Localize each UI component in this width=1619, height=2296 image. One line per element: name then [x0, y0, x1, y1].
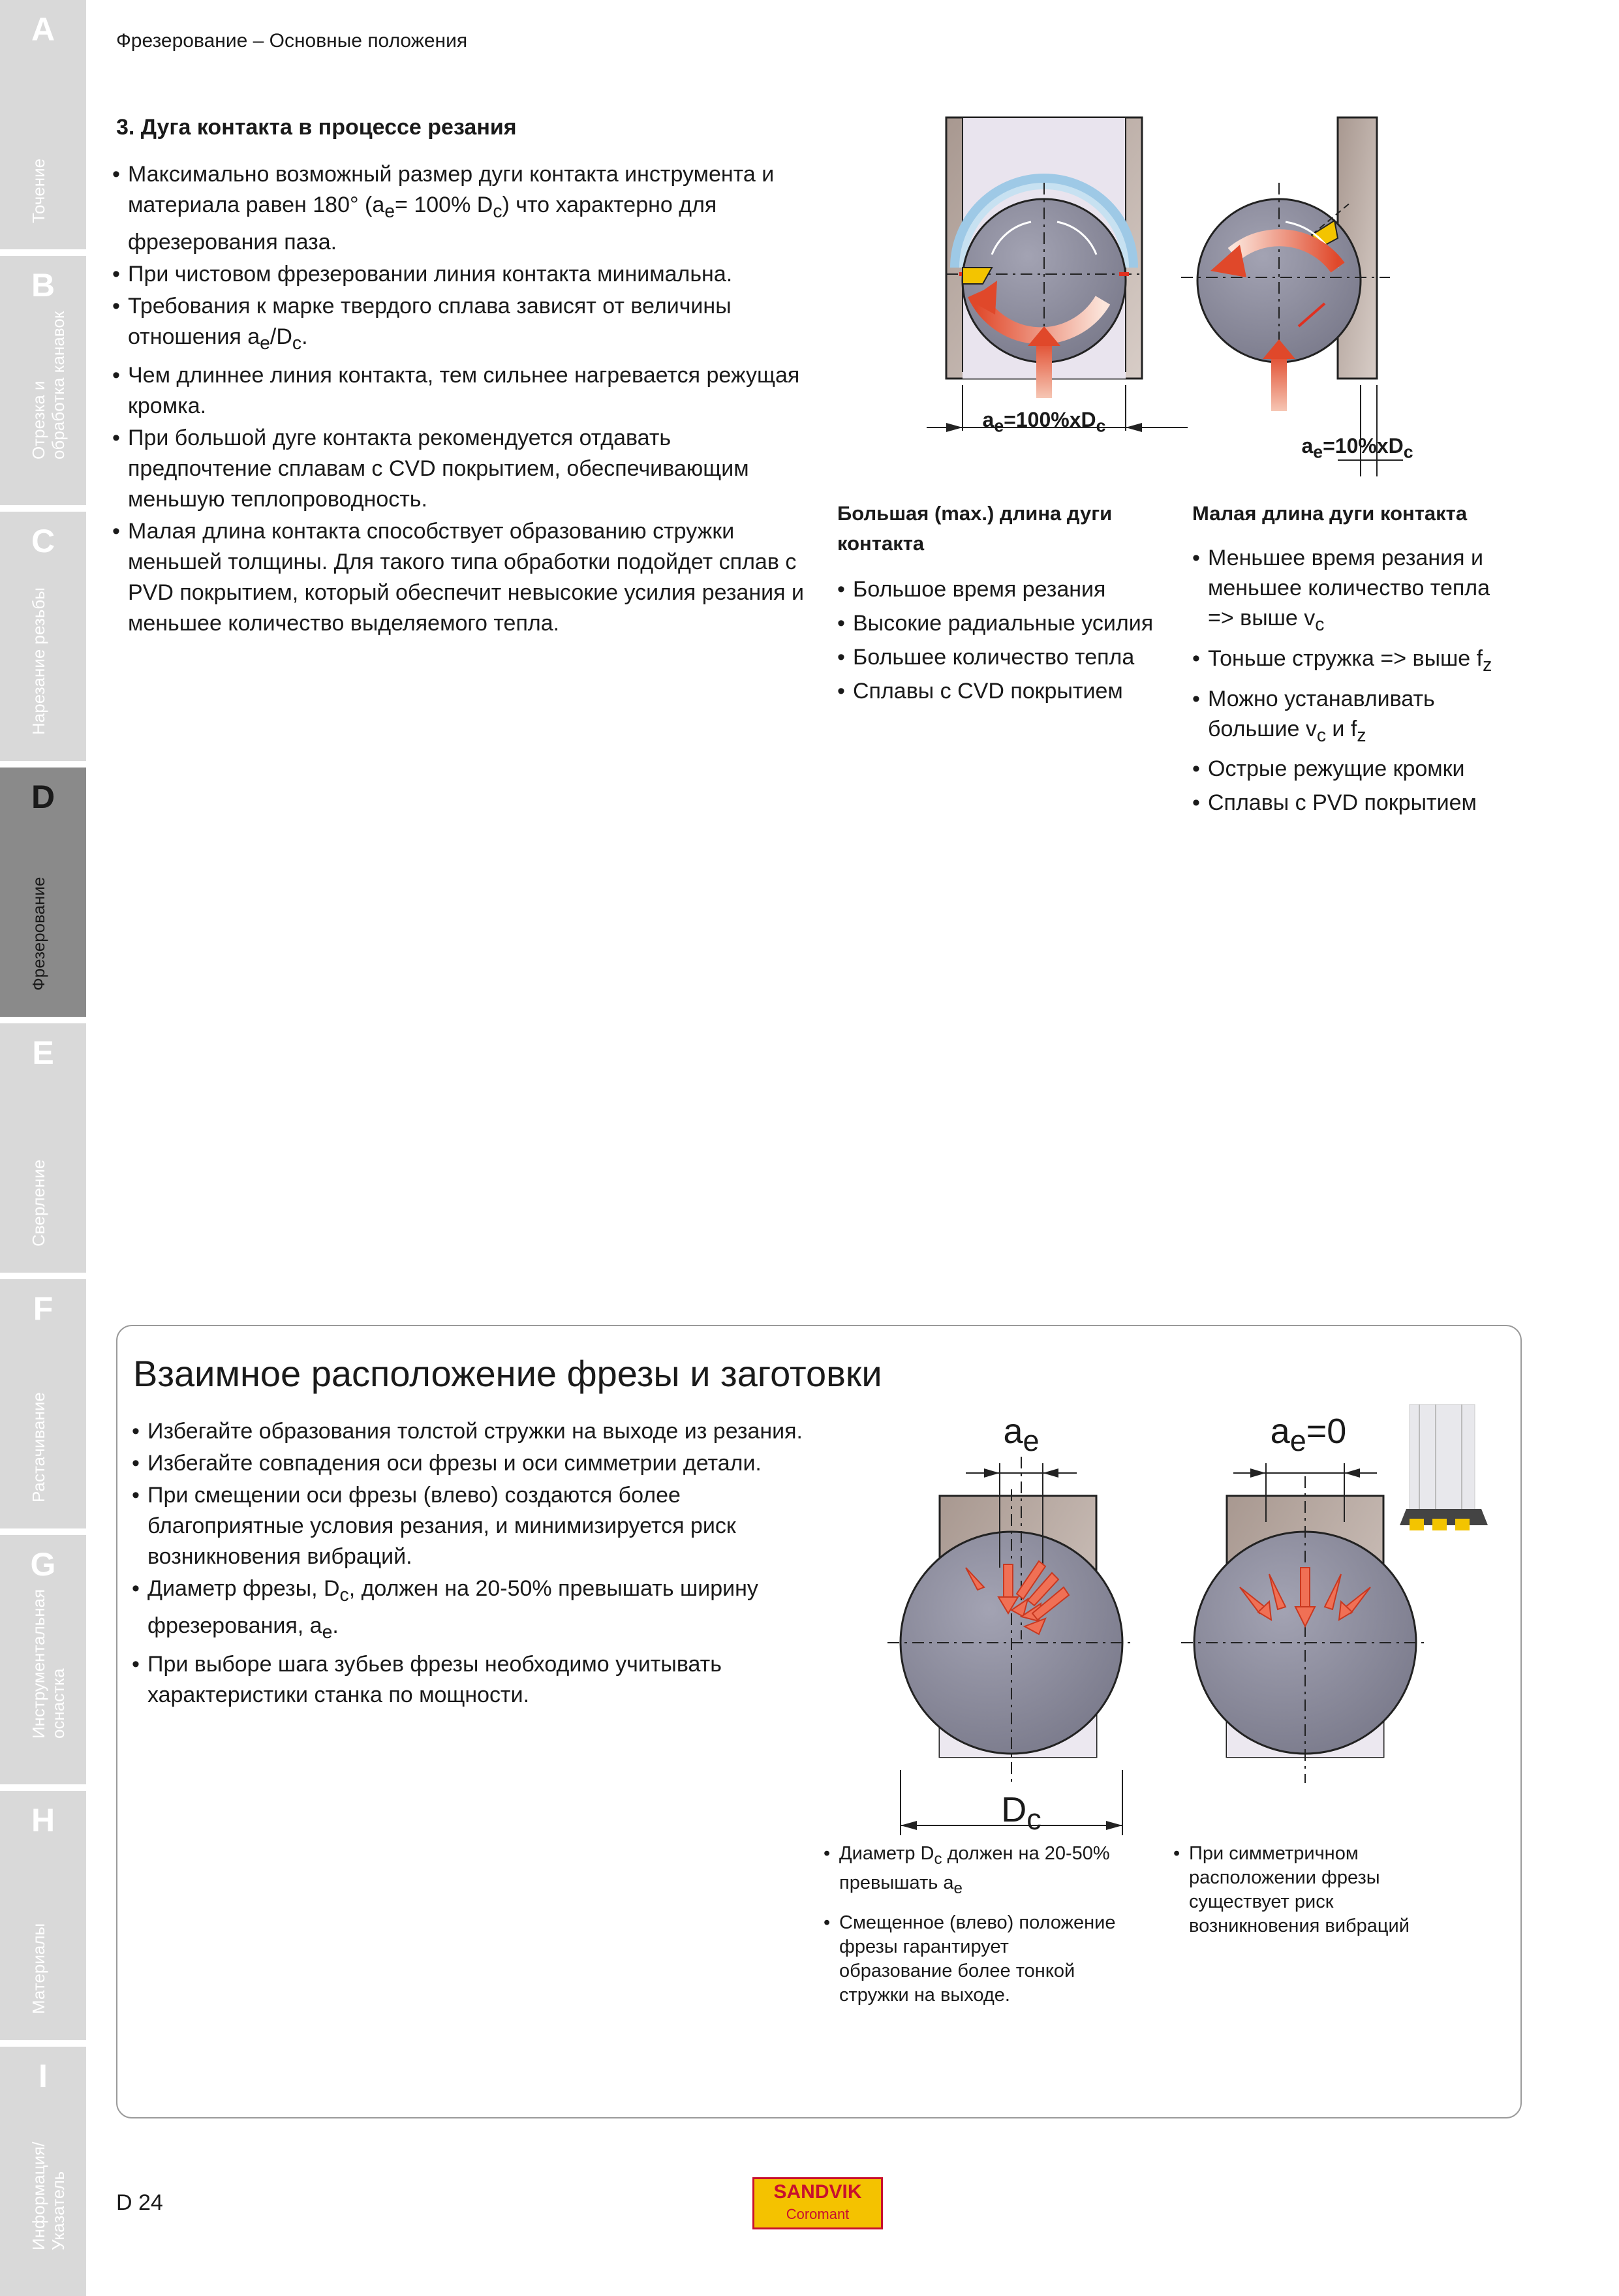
chapter-tab-e[interactable]: E Сверление	[0, 1023, 86, 1273]
list-item: • Избегайте образования толстой стружки на выходе из резания.	[132, 1416, 804, 1447]
slot-milling-diagram	[927, 117, 1188, 441]
list-item: • При чистовом фрезеровании линия контакта минимальна.	[112, 259, 804, 290]
col-right-list	[1192, 543, 1519, 822]
finishing-diagram	[1181, 117, 1455, 476]
chapter-tab-c[interactable]: C Нарезание резьбы	[0, 512, 86, 761]
label-dc: $D_c$	[1001, 1790, 1041, 1836]
symmetric-cutter-diagram	[1181, 1404, 1488, 1783]
list-item: • Большое время резания	[837, 574, 1164, 604]
running-header: Фрезерование – Основные положения	[116, 30, 468, 52]
list-item: • Можно устанавливать большие $v_c$ и $f_z$	[1192, 684, 1519, 751]
caption-left	[824, 1842, 1117, 2018]
list-item: • Максимально возможный размер дуги контакта инструмента и материала равен 180° ($a_e= 100\%$ $D_c$) что характерно для фрезерования паза.	[112, 159, 804, 258]
page-number: D 24	[116, 2190, 163, 2215]
chapter-tab-f[interactable]: F Растачивание	[0, 1279, 86, 1528]
list-item: • Большее количество тепла	[837, 642, 1164, 672]
section2-bullets	[132, 1416, 804, 1712]
sandvik-logo	[752, 2177, 883, 2229]
contact-arc-figure	[829, 104, 1520, 483]
logo-subtext: Coromant	[786, 2206, 850, 2222]
list-item: • Избегайте совпадения оси фрезы и оси симметрии детали.	[132, 1448, 804, 1479]
chapter-tab-d[interactable]: D Фрезерование	[0, 768, 86, 1017]
list-item: • Чем длиннее линия контакта, тем сильнее нагревается режущая кромка.	[112, 360, 804, 422]
caption-right	[1173, 1842, 1467, 1949]
list-item: • При большой дуге контакта рекомендуется отдавать предпочтение сплавам с CVD покрытием, обеспечивающим меньшую теплопроводность.	[112, 423, 804, 515]
list-item: • При симметричном расположении фрезы существует риск возникновения вибраций	[1173, 1842, 1467, 1938]
list-item: • Требования к марке твердого сплава зависят от величины отношения $a_e/D_c$.	[112, 291, 804, 359]
offset-cutter-diagram	[887, 1411, 1135, 1842]
list-item: • Диаметр $D_c$ должен на 20-50% превышать $a_e$	[824, 1842, 1117, 1900]
col-left-list	[837, 574, 1164, 710]
section-title-contact-arc: 3. Дуга контакта в процессе резания	[116, 115, 517, 140]
cutter-position-box	[116, 1325, 1522, 2118]
list-item: • Тоньше стружка => выше $f_z$	[1192, 644, 1519, 680]
chapter-sidebar	[0, 0, 86, 2289]
section-title-cutter-position: Взаимное расположение фрезы и заготовки	[133, 1353, 882, 1394]
chapter-tab-i[interactable]: I Информация/ Указатель	[0, 2047, 86, 2296]
face-mill-icon	[1400, 1404, 1488, 1530]
col-right-title: Малая длина дуги контакта	[1192, 502, 1468, 525]
label-ae: $a_e$	[1003, 1412, 1040, 1457]
list-item: • Меньшее время резания и меньшее количество тепла => выше $v_c$	[1192, 543, 1519, 640]
list-item: • Острые режущие кромки	[1192, 754, 1519, 784]
list-item: • При смещении оси фрезы (влево) создаются более благоприятные условия резания, и минимизируется риск возникновения вибраций.	[132, 1480, 804, 1572]
label-ae-100: $a_e=100\%xD_c$	[982, 408, 1106, 436]
label-ae-10: $a_e=10\%xD_c$	[1301, 434, 1413, 462]
chapter-tab-g[interactable]: G Инструментальная оснастка	[0, 1535, 86, 1784]
list-item: • Сплавы с PVD покрытием	[1192, 788, 1519, 818]
list-item: • Смещенное (влево) положение фрезы гарантирует образование более тонкой стружки на выходе.	[824, 1911, 1117, 2008]
list-item: • Высокие радиальные усилия	[837, 608, 1164, 638]
chapter-tab-h[interactable]: H Материалы	[0, 1791, 86, 2040]
list-item: • При выборе шага зубьев фрезы необходимо учитывать характеристики станка по мощности.	[132, 1649, 804, 1711]
logo-text: SANDVIK	[773, 2181, 862, 2203]
cutter-position-figure	[809, 1391, 1514, 1848]
list-item: • Диаметр фрезы, $D_c$, должен на 20-50% превышать ширину фрезерования, $a_e$.	[132, 1574, 804, 1648]
label-ae-zero: $a_e=0$	[1270, 1412, 1347, 1457]
list-item: • Малая длина контакта способствует образованию стружки меньшей толщины. Для такого типа обработки подойдет сплав с PVD покрытием, который обеспечит невысокие усилия резания и меньшее количество выделяемого тепла.	[112, 516, 804, 639]
chapter-tab-b[interactable]: B Отрезка и обработка канавок	[0, 256, 86, 505]
col-left-title: Большая (max.) длина дуги контакта	[837, 502, 1113, 555]
list-item: • Сплавы с CVD покрытием	[837, 676, 1164, 706]
chapter-tab-a[interactable]: A Точение	[0, 0, 86, 249]
section1-bullets	[112, 159, 804, 640]
